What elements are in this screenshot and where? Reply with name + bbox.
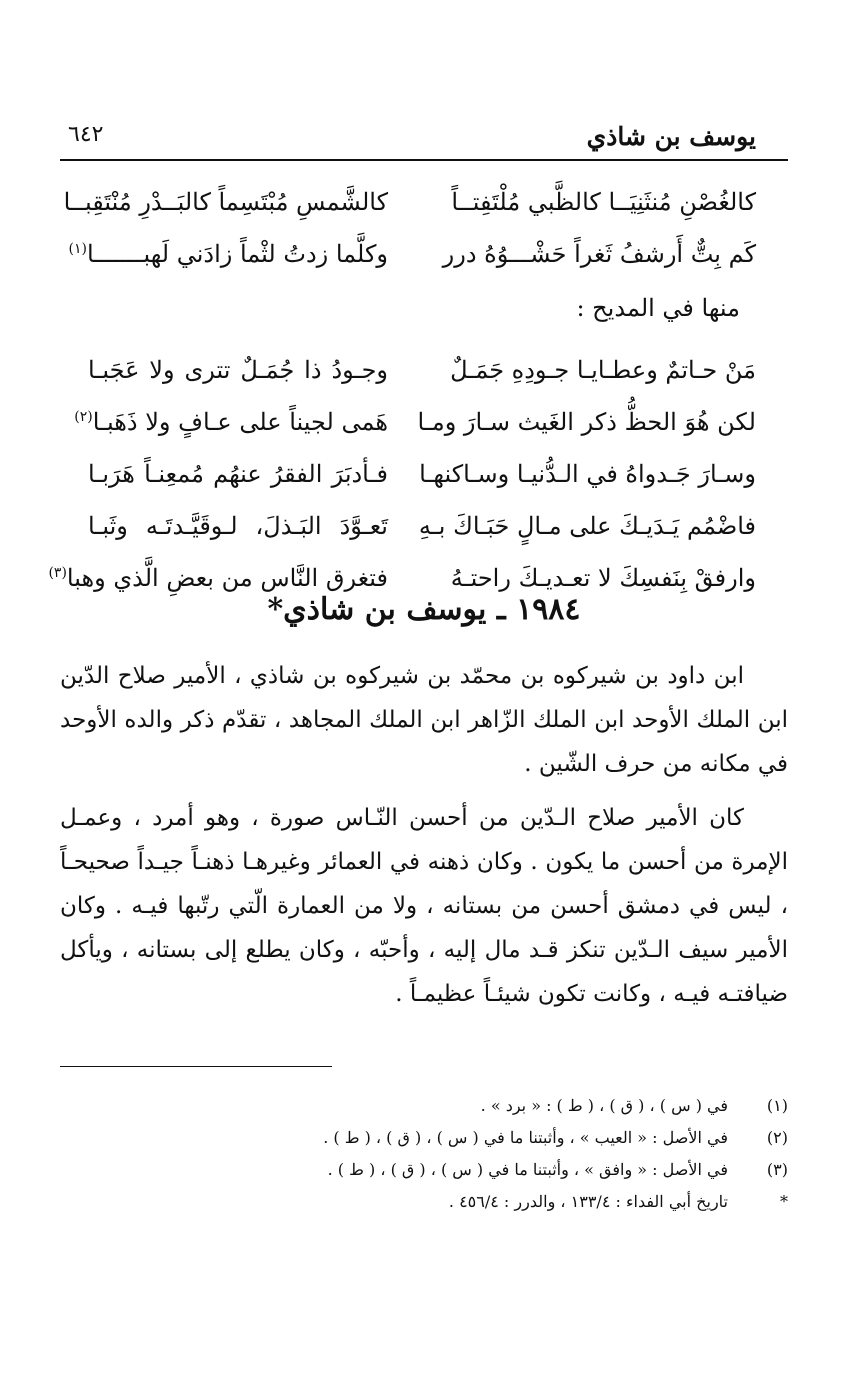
footnote-marker: (٢) [74, 409, 93, 425]
verse-second-hemistich: كالشَّمسِ مُبْتَسِماً كالبَــدْرِ مُنْتَقِبــا [63, 188, 388, 216]
footnote-number: (٣) [766, 1160, 788, 1179]
page-number: ٦٤٢ [68, 122, 104, 147]
section-intro: منها في المديح : [576, 294, 740, 322]
verse-line [60, 356, 788, 408]
verse-first-hemistich: كالغُصْنِ مُنثَنِيَــا كالظَّبي مُلْتَفِتــاً [451, 188, 756, 216]
verse-line [60, 512, 788, 564]
verse-line [60, 460, 788, 512]
verse-line [60, 408, 788, 460]
footnote-number: (١) [766, 1096, 788, 1115]
book-page [48, 0, 788, 1373]
footnote-marker: (٣) [48, 565, 67, 581]
verse-first-hemistich: مَنْ حـاتمٌ وعطـايـا جـودِهِ جَمَـلٌ [450, 356, 756, 384]
footnote-rule [60, 1066, 332, 1067]
verse-first-hemistich: لكن هُوَ الحظُّ ذكر الغَيث سـارَ ومـا [417, 408, 756, 436]
footnote-text: تاريخ أبي الفداء : ١٣٣/٤ ، والدرر : ٤٥٦/٤ . [448, 1192, 728, 1211]
verse-line [60, 188, 788, 240]
verse-first-hemistich: كَم بِتٌّ أَرشفُ ثَغراً حَشْـــوُهُ درر [442, 240, 756, 268]
footnote-number: (٢) [766, 1128, 788, 1147]
verse-first-hemistich: وسـارَ جَـدواهُ في الـدُّنيـا وسـاكنهـا [419, 460, 756, 488]
footnote [60, 1128, 788, 1160]
entry-paragraph-2 [60, 796, 788, 1016]
footnote-number: * [780, 1192, 788, 1211]
footnote-text: في ( س ) ، ( ق ) ، ( ط ) : « برد » . [480, 1096, 728, 1115]
verse-block-top [60, 188, 788, 292]
header-rule [60, 159, 788, 161]
verse-second-hemistich: فتغرق النَّاس من بعضِ الَّذي وهبا$^{(٣)}$ [48, 564, 388, 592]
paragraph-text: كان الأمير صلاح الـدّين من أحسن النّـاس صورة ، وهو أمرد ، وعمـل الإمرة من أحسن ما يكون . وكان ذهنه في العمائر وغيرهـا ذهنـاً جيـداً صحيحـاً ، ليس في دمشق أحسن من بستانه ، ولا من العمارة الّتي رتّبها فيـه . وكان الأمير سيف الـدّين تنكز قـد مال إليه ، وأحبّه ، وكان يطلع إلى بستانه ، ويأكل ضيافتـه فيـه ، وكانت تكون شيئـاً عظيمـاً . [60, 805, 788, 1007]
footnote-text: في الأصل : « العيب » ، وأثبتنا ما في ( س ) ، ( ق ) ، ( ط ) . [323, 1128, 728, 1147]
footnote-marker: (١) [68, 241, 87, 257]
verse-second-hemistich: هَمى لجيناً على عـافٍ ولا ذَهَبـا$^{(٢)}$ [74, 408, 388, 436]
footnote [60, 1192, 788, 1224]
verse-second-hemistich: وكلَّما زدتُ لثْماً زادَني لَهبـــــــا$^{(١)}$ [68, 240, 388, 268]
verse-block-praise [48, 356, 788, 616]
verse-first-hemistich: وارفقْ بِنَفسِكَ لا تعـديـكَ راحتـهُ [450, 564, 756, 592]
paragraph-text: ابن داود بن شيركوه بن محمّد بن شيركوه بن شاذي ، الأمير صلاح الدّين ابن الملك الأوحد ابن الملك الزّاهر ابن الملك المجاهد ، تقدّم ذكر والده الأوحد في مكانه من حرف الشّين . [60, 663, 788, 777]
verse-second-hemistich: تَعـوَّدَ البَـذلَ، لـوقَيَّـدتَـه وثَبـا [88, 512, 388, 540]
verse-line [60, 240, 788, 292]
verse-first-hemistich: فاضْمُم يَـدَيـكَ على مـالٍ حَبَـاكَ بـهِ [418, 512, 756, 540]
verse-second-hemistich: فـأدبَرَ الفقرُ عنهُم مُمعِنـاً هَرَبـا [88, 460, 388, 488]
entry-paragraph-1 [60, 654, 788, 786]
verse-second-hemistich: وجـودُ ذا جُمَـلٌ تترى ولا عَجَبـا [88, 356, 388, 384]
footnote [60, 1096, 788, 1128]
running-title: يوسف بن شاذي [586, 122, 756, 151]
footnote [60, 1160, 788, 1192]
footnotes [60, 1096, 788, 1224]
entry-heading: ١٩٨٤ ـ يوسف بن شاذي* [267, 592, 581, 627]
footnote-text: في الأصل : « وافق » ، وأثبتنا ما في ( س ) ، ( ق ) ، ( ط ) . [327, 1160, 728, 1179]
running-head [60, 122, 788, 158]
